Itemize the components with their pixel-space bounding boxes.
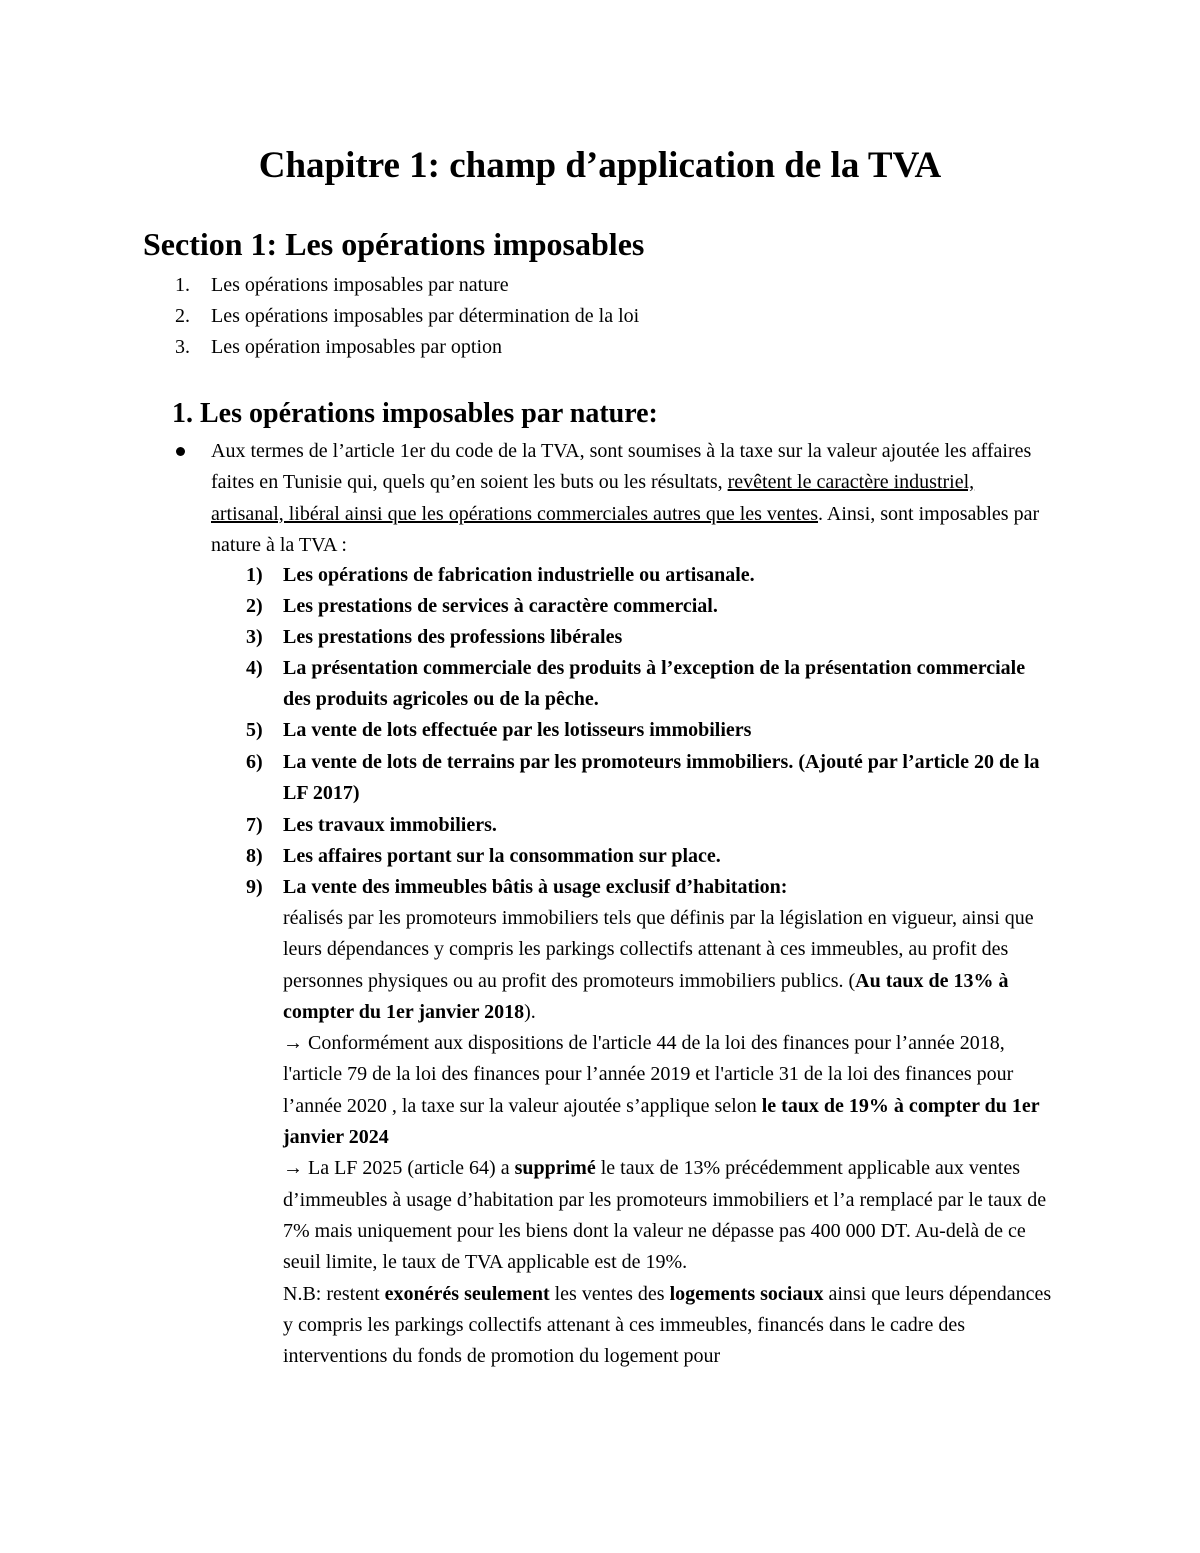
nb-text: N.B: restent bbox=[283, 1282, 385, 1305]
toc-item-number: 2. bbox=[175, 305, 190, 327]
nb-paragraph bbox=[283, 1279, 1063, 1373]
nb-text: ainsi que leurs dépendances y compris les parkings collectifs attenant à ces immeubles, financés dans le cadre des interventions du fonds de promotion du logement pour bbox=[283, 1282, 1052, 1368]
item9-paragraph bbox=[283, 903, 1063, 1028]
toc-item-text: Les opérations imposables par détermination de la loi bbox=[211, 305, 640, 327]
item9-text: → Conformément aux dispositions de l'article 44 de la loi des finances pour l’année 2018, l'article 79 de la loi des finances pour l’année 2019 et l'article 31 de la loi des finances pour l’année 2020 , la taxe sur la valeur ajoutée s’applique selon bbox=[283, 1032, 1014, 1117]
item9-details bbox=[283, 903, 1063, 1372]
intro-underlined-text: revêtent le caractère industriel, artisanal, libéral ainsi que les opérations commerciales autres que les ventes bbox=[211, 471, 975, 525]
toc-item-text: Les opérations imposables par nature bbox=[211, 274, 509, 296]
item9-text: ). bbox=[524, 1000, 536, 1023]
toc-item-number: 3. bbox=[175, 336, 190, 358]
item9-text: le taux de 13% précédemment applicable aux ventes d’immeubles à usage d’habitation par les promoteurs immobiliers et l’a remplacé par le taux de 7% mais uniquement pour les biens dont la valeur ne dépasse pas 400 000 DT. Au-delà de ce seuil limite, le taux de TVA applicable est de 19%. bbox=[283, 1157, 1047, 1274]
list-item-number: 1) bbox=[246, 564, 263, 586]
toc-item-text: Les opération imposables par option bbox=[211, 336, 503, 358]
list-item-text: La présentation commerciale des produits à l’exception de la présentation commerciale des produits agricoles ou de la pêche. bbox=[283, 657, 1026, 711]
item9-paragraph bbox=[283, 1028, 1063, 1153]
item9-paragraph bbox=[283, 1153, 1063, 1278]
list-item-text: La vente de lots effectuée par les lotisseurs immobiliers bbox=[283, 719, 752, 741]
list-item-number: 5) bbox=[246, 719, 263, 741]
list-item-number: 9) bbox=[246, 876, 263, 898]
section-title: Section 1: Les opérations imposables bbox=[143, 226, 645, 262]
list-item-text: La vente des immeubles bâtis à usage exclusif d’habitation: bbox=[283, 876, 788, 898]
intro-text-end: . Ainsi, sont imposables par nature à la TVA : bbox=[211, 502, 1040, 556]
list-item-number: 7) bbox=[246, 814, 263, 836]
item9-text: réalisés par les promoteurs immobiliers tels que définis par la législation en vigueur, ainsi que leurs dépendances y compris les parkings collectifs attenant à ces immeubles, au profit des personnes physiques ou au profit des promoteurs immobiliers publics. ( bbox=[283, 907, 1034, 992]
intro-paragraph bbox=[211, 436, 1041, 561]
list-item-text: Les prestations des professions libérales bbox=[283, 626, 623, 648]
list-item-text: Les prestations de services à caractère commercial. bbox=[283, 595, 718, 617]
list-item-number: 4) bbox=[246, 657, 263, 679]
subsection-heading: 1. Les opérations imposables par nature: bbox=[172, 398, 658, 429]
list-item-text: Les opérations de fabrication industrielle ou artisanale. bbox=[283, 564, 755, 586]
list-item-text: Les travaux immobiliers. bbox=[283, 814, 497, 836]
list-item-number: 3) bbox=[246, 626, 263, 648]
list-item-text: La vente de lots de terrains par les promoteurs immobiliers. (Ajouté par l’article 20 de la LF 2017) bbox=[283, 751, 1040, 805]
list-item-number: 6) bbox=[246, 751, 263, 773]
item9-bold-text: le taux de 19% à compter du 1er janvier 2024 bbox=[283, 1094, 1040, 1149]
list-item-number: 8) bbox=[246, 845, 263, 867]
item9-bold-text: supprimé bbox=[514, 1157, 596, 1180]
toc-item-number: 1. bbox=[175, 274, 190, 296]
chapter-title: Chapitre 1: champ d’application de la TVA bbox=[258, 145, 942, 186]
list-item-number: 2) bbox=[246, 595, 263, 617]
item9-bold-text: Au taux de 13% à compter du 1er janvier 2018 bbox=[283, 969, 1009, 1023]
nb-bold-text: exonérés seulement bbox=[384, 1282, 550, 1305]
nb-bold-text: logements sociaux bbox=[669, 1282, 824, 1305]
item9-text: → La LF 2025 (article 64) a bbox=[283, 1157, 515, 1180]
nb-text: les ventes des bbox=[549, 1282, 670, 1305]
intro-text-start: Aux termes de l’article 1er du code de la TVA, sont soumises à la taxe sur la valeur ajoutée les affaires faites en Tunisie qui, quels qu’en soient les buts ou les résultats, bbox=[211, 440, 1032, 494]
bullet-dot-icon bbox=[176, 447, 185, 456]
list-item-text: Les affaires portant sur la consommation sur place. bbox=[283, 845, 721, 867]
